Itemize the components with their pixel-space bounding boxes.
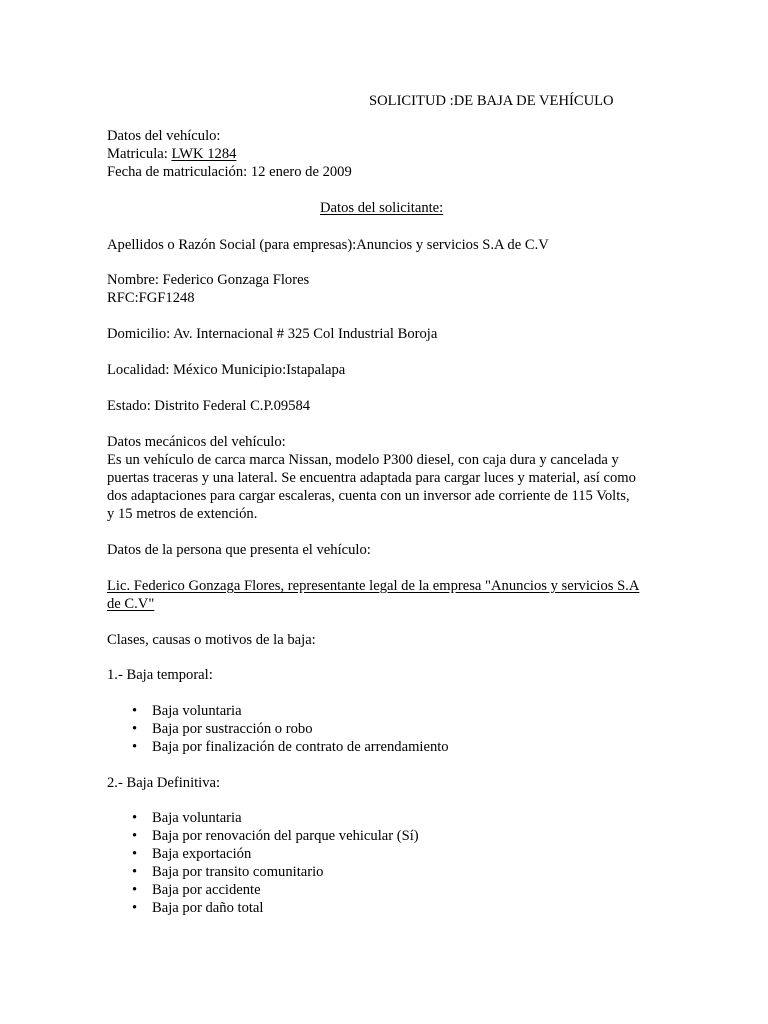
list-item-text: Baja por sustracción o robo xyxy=(152,721,313,737)
list-item-text: Baja voluntaria xyxy=(152,810,242,826)
bullet-icon: • xyxy=(132,828,138,844)
presenter-line: Lic. Federico Gonzaga Flores, representante legal de la empresa "Anuncios y servicios S.A xyxy=(107,578,640,594)
bullet-icon: • xyxy=(132,846,138,862)
mechanical-heading: Datos mecánicos del vehículo: xyxy=(107,434,286,450)
list-item-text: Baja por renovación del parque vehicular (Sí) xyxy=(152,828,419,844)
vehicle-registration-date: Fecha de matriculación: 12 enero de 2009 xyxy=(107,164,352,180)
applicant-rfc: RFC:FGF1248 xyxy=(107,290,195,306)
bullet-icon: • xyxy=(132,810,138,826)
applicant-company: Apellidos o Razón Social (para empresas):Anuncios y servicios S.A de C.V xyxy=(107,237,549,253)
list-item-text: Baja por daño total xyxy=(152,900,264,916)
vehicle-plate-line xyxy=(107,145,236,163)
list-item-text: Baja por transito comunitario xyxy=(152,864,324,880)
bullet-icon: • xyxy=(132,900,138,916)
definitive-heading: 2.- Baja Definitiva: xyxy=(107,775,221,791)
bullet-icon: • xyxy=(132,882,138,898)
list-item-text: Baja por accidente xyxy=(152,882,261,898)
list-item-text: Baja voluntaria xyxy=(152,703,242,719)
causes-heading: Clases, causas o motivos de la baja: xyxy=(107,632,316,648)
list-item-text: Baja exportación xyxy=(152,846,252,862)
applicant-locality: Localidad: México Municipio:Istapalapa xyxy=(107,362,346,378)
plate-value: LWK 1284 xyxy=(171,146,237,162)
applicant-name: Nombre: Federico Gonzaga Flores xyxy=(107,272,310,288)
temporal-heading: 1.- Baja temporal: xyxy=(107,667,213,683)
bullet-icon: • xyxy=(132,739,138,755)
mechanical-line: y 15 metros de extención. xyxy=(107,506,258,522)
vehicle-heading: Datos del vehículo: xyxy=(107,128,221,144)
mechanical-line: Es un vehículo de carca marca Nissan, modelo P300 diesel, con caja dura y cancelada y xyxy=(107,452,619,468)
applicant-heading: Datos del solicitante: xyxy=(320,200,444,216)
applicant-address: Domicilio: Av. Internacional # 325 Col Industrial Boroja xyxy=(107,326,438,342)
document-title: SOLICITUD :DE BAJA DE VEHÍCULO xyxy=(369,93,614,109)
presenter-line: de C.V" xyxy=(107,596,155,612)
presenter-heading: Datos de la persona que presenta el vehículo: xyxy=(107,542,371,558)
bullet-icon: • xyxy=(132,864,138,880)
mechanical-line: puertas traceras y una lateral. Se encuentra adaptada para cargar luces y material, así como xyxy=(107,470,636,486)
bullet-icon: • xyxy=(132,703,138,719)
mechanical-line: dos adaptaciones para cargar escaleras, cuenta con un inversor ade corriente de 115 Volts, xyxy=(107,488,630,504)
plate-label: Matricula: xyxy=(107,146,172,162)
list-item-text: Baja por finalización de contrato de arrendamiento xyxy=(152,739,449,755)
bullet-icon: • xyxy=(132,721,138,737)
applicant-state: Estado: Distrito Federal C.P.09584 xyxy=(107,398,311,414)
